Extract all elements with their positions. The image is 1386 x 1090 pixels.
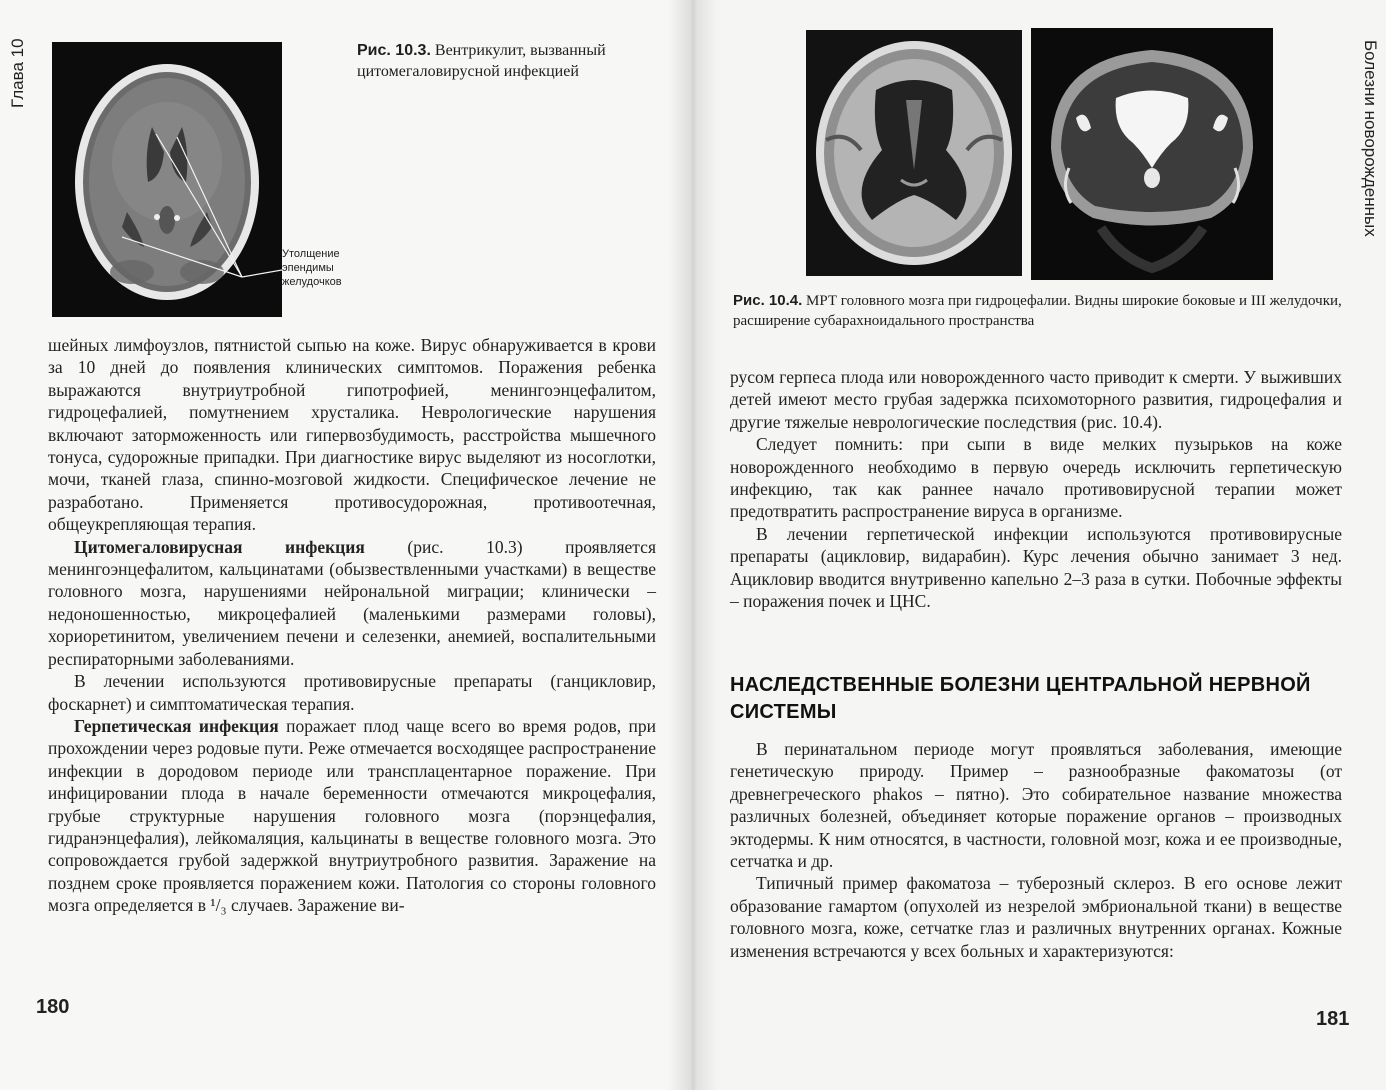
term-bold: Цитомегаловирусная инфекция — [74, 536, 365, 557]
paragraph — [730, 433, 1342, 523]
figure-caption-text: Вентрикулит, вызванный цитомегаловирусной инфекцией — [357, 42, 606, 80]
right-body-text-bottom — [730, 738, 1342, 962]
mri-axial-image — [806, 30, 1022, 276]
page-number-right: 181 — [1316, 1008, 1350, 1030]
running-head-chapter: Глава 10 — [8, 38, 27, 108]
paragraph — [730, 872, 1342, 962]
paragraph-text: В перинатальном периоде могут проявляться заболевания, имеющие генетическую природу. Пример – разнообразные факоматозы (от древнегреческого phakos – пятно). Это собирательное название множества различных болезней, объединяет которые поражение органов – производных эктодермы. К ним относятся, в частности, головной мозг, кожа и ее производные, сетчатка и др. — [730, 739, 1342, 872]
figure-callout-label: Утолщение эпендимы желудочков — [282, 248, 342, 288]
right-body-text-top — [730, 366, 1342, 612]
paragraph-text: Следует помнить: при сыпи в виде мелких пузырьков на коже новорожденного необходимо в первую очередь исключить герпетическую инфекцию, так как раннее начало противовирусной терапии может предотвратить распространение вируса в организме. — [730, 434, 1342, 522]
figure-caption-10-3 — [357, 40, 667, 82]
paragraph-text: шейных лимфоузлов, пятнистой сыпью на коже. Вирус обнаруживается в крови за 10 дней до появления клинических симптомов. Поражения ребенка выражаются внутриутробной гипотрофией, менингоэнцефалитом, гидроцефалией, помутнением хрусталика. Неврологические нарушения включают заторможенность или гипервозбудимость, расстройства мышечного тонуса, судорожные припадки. При диагностике вирус выделяют из носоглотки, мочи, тканей глаза, спинно-мозговой жидкости. Специфическое лечение не разработано. Применяется противосудорожная, противоотечная, общеукрепляющая терапия. — [48, 335, 656, 535]
paragraph — [730, 366, 1342, 433]
term-bold: Герпетическая инфекция — [74, 715, 279, 736]
page-number-left: 180 — [36, 996, 70, 1018]
paragraph — [48, 334, 656, 536]
paragraph-text: В лечении герпетической инфекции используются противовирусные препараты (ацикловир, видарабин). Курс лечения обычно занимает 3 нед. Ацикловир вводится внутривенно капельно 2–3 раза в сутки. Побочные эффекты – поражения почек и ЦНС. — [730, 523, 1342, 612]
figure-caption-label: Рис. 10.3. — [357, 42, 431, 59]
paragraph — [730, 523, 1342, 613]
running-head-section: Болезни новорожденных — [1361, 40, 1380, 237]
paragraph — [730, 738, 1342, 872]
left-body-text — [48, 334, 656, 917]
figure-caption-label-right: Рис. 10.4. — [733, 292, 803, 309]
paragraph-text: поражает плод чаще всего во время родов, при прохождении через родовые пути. Реже отмечается восходящее распространение инфекции в дородовом периоде или трансплацентарное поражение. При инфицировании плода в начале беременности отмечаются микроцефалия, грубые структурные нарушения головного мозга (порэнцефалия, гидранэнцефалия), лейкомаляция, кальцинаты в веществе головного мозга. Это сопровождается грубой задержкой внутриутробного развития. Заражение на позднем сроке проявляется поражением кожи. Патология со стороны головного мозга определяется в ¹/₃ случаев. Заражение ви- — [48, 715, 656, 916]
paragraph-text: Типичный пример факоматоза – туберозный склероз. В его основе лежит образование гамартом (опухолей из незрелой эмбриональной ткани) в веществе головного мозга, коже, сетчатке глаз и различных внутренних органах. Кожные изменения встречаются у всех больных и характеризуются: — [730, 873, 1342, 961]
paragraph-text: русом герпеса плода или новорожденного часто приводит к смерти. У выживших детей имеют место грубая задержка психомоторного развития, гидроцефалия и другие тяжелые неврологические последствия (рис. 10.4). — [730, 367, 1342, 432]
ct-scan-image — [52, 42, 282, 317]
figure-caption-text-right: МРТ головного мозга при гидроцефалии. Видны широкие боковые и III желудочки, расширение субарахноидального пространства — [733, 293, 1342, 329]
paragraph-text: (рис. 10.3) проявляется менингоэнцефалитом, кальцинатами (обызвествленными участками) в веществе головного мозга, нарушениями нейрональной миграции; клинически – недоношенностью, микроцефалией (маленькими размерами головы), хориоретинитом, увеличением печени и селезенки, анемией, воспалительными респираторными заболеваниями. — [48, 536, 656, 669]
paragraph — [48, 670, 656, 715]
section-heading: НАСЛЕДСТВЕННЫЕ БОЛЕЗНИ ЦЕНТРАЛЬНОЙ НЕРВНОЙ СИСТЕМЫ — [730, 674, 1311, 723]
paragraph — [48, 715, 656, 917]
figure-caption-10-4 — [733, 291, 1345, 331]
paragraph — [48, 536, 656, 670]
paragraph-text: В лечении используются противовирусные препараты (ганцикловир, фоскарнет) и симптоматическая терапия. — [48, 671, 656, 714]
book-gutter-shadow — [668, 0, 718, 1090]
mri-coronal-image — [1031, 28, 1273, 280]
